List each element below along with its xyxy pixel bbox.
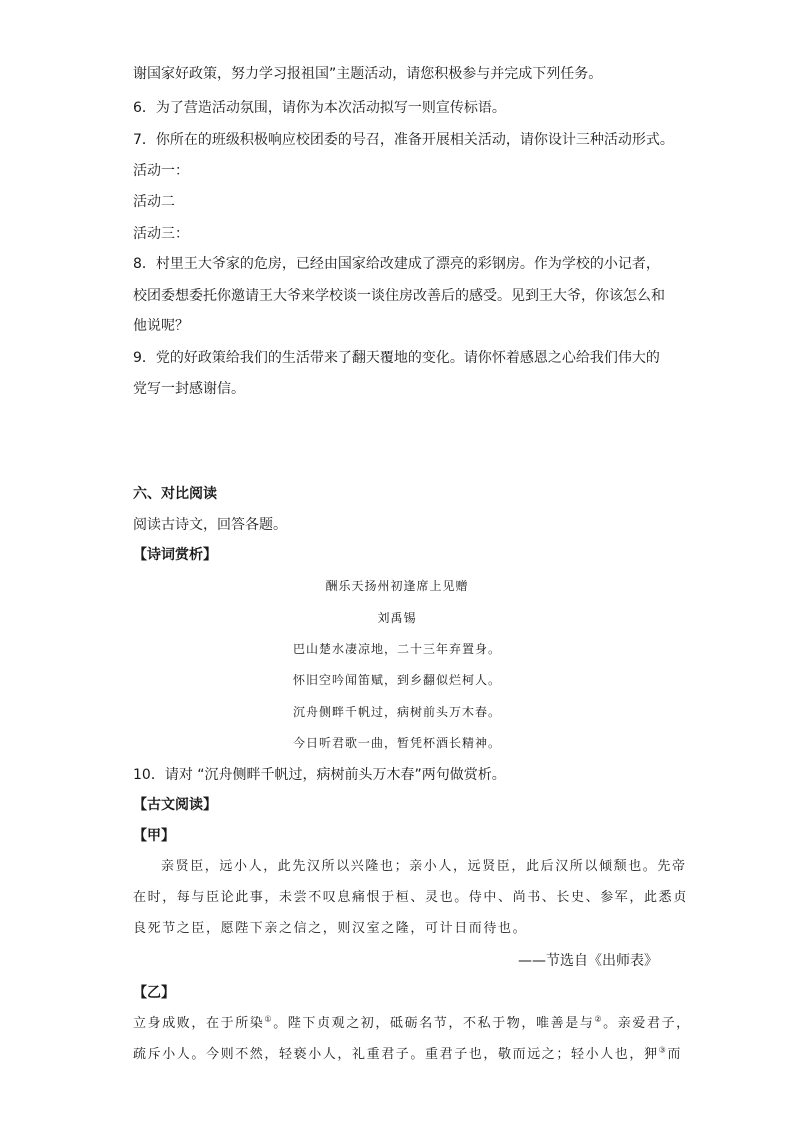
question-8-line-3: 他说呢？: [133, 318, 189, 334]
yi-text-segment: 。亲爱君子，: [603, 1016, 691, 1031]
section-heading: 六、对比阅读: [133, 486, 217, 502]
footnote-marker: ②: [594, 1014, 604, 1024]
question-9-line-1: 9．党的好政策给我们的生活带来了翻天覆地的变化。请你怀着感恩之心给我们伟大的: [133, 350, 660, 366]
yi-text-line-1: [133, 1014, 691, 1034]
yi-text-segment: 立身成败，在于所染: [133, 1016, 265, 1031]
yi-text-segment: 而: [667, 1047, 682, 1062]
poem-line: 巴山楚水凄凉地，二十三年弃置身。: [292, 642, 501, 656]
jia-label: 【甲】: [133, 828, 175, 844]
intro-tail-text: 谢国家好政策，努力学习报祖国”主题活动，请您积极参与并完成下列任务。: [133, 66, 603, 82]
classical-section-label: 【古文阅读】: [133, 797, 217, 813]
yi-text-line-2: [133, 1045, 682, 1065]
jia-text-line: 良死节之臣，愿陛下亲之信之，则汉室之隆，可计日而待也。: [133, 921, 528, 936]
poem-line: 今日听君歌一曲，暂凭杯酒长精神。: [292, 736, 501, 750]
footnote-marker: ①: [264, 1014, 274, 1024]
question-8-line-1: 8．村里王大爷家的危房，已经由国家给改建成了漂亮的彩钢房。作为学校的小记者，: [133, 256, 660, 272]
jia-text-line: 在时，每与臣论此事，未尝不叹息痛恨于桓、灵也。侍中、尚书、长史、参军，此悉贞: [133, 890, 688, 905]
activity-2-label: 活动二: [133, 194, 175, 210]
poem-line: 沉舟侧畔千帆过，病树前头万木春。: [292, 705, 501, 719]
poem-author: 刘禹锡: [377, 611, 417, 625]
question-9-line-2: 党写一封感谢信。: [133, 381, 245, 397]
footnote-marker: ③: [658, 1045, 668, 1055]
poem-title: 酬乐天扬州初逢席上见赠: [325, 579, 469, 593]
jia-source: ——节选自《出师表》: [518, 953, 658, 969]
activity-3-label: 活动三：: [133, 226, 189, 242]
jia-text-line: 亲贤臣，远小人，此先汉所以兴隆也；亲小人，远贤臣，此后汉所以倾颓也。先帝: [161, 859, 687, 874]
yi-label: 【乙】: [133, 985, 175, 1001]
question-6: 6．为了营造活动氛围，请你为本次活动拟写一则宣传标语。: [133, 100, 506, 116]
section-instruction: 阅读古诗文，回答各题。: [133, 517, 287, 533]
poem-section-label: 【诗词赏析】: [133, 547, 217, 563]
question-7: 7．你所在的班级积极响应校团委的号召，准备开展相关活动，请你设计三种活动形式。: [133, 132, 674, 148]
poem-line: 怀旧空吟闻笛赋，到乡翻似烂柯人。: [292, 673, 501, 687]
question-10: 10．请对 “沉舟侧畔千帆过，病树前头万木春”两句做赏析。: [133, 767, 506, 783]
activity-1-label: 活动一：: [133, 163, 189, 179]
yi-text-segment: 。陛下贞观之初，砥砺名节，不私于物，唯善是与: [273, 1016, 595, 1031]
yi-text-segment: 疏斥小人。今则不然，轻亵小人，礼重君子。重君子也，敬而远之；轻小人也，狎: [133, 1047, 659, 1062]
question-8-line-2: 校团委想委托你邀请王大爷来学校谈一谈住房改善后的感受。见到王大爷，你该怎么和: [133, 288, 665, 304]
